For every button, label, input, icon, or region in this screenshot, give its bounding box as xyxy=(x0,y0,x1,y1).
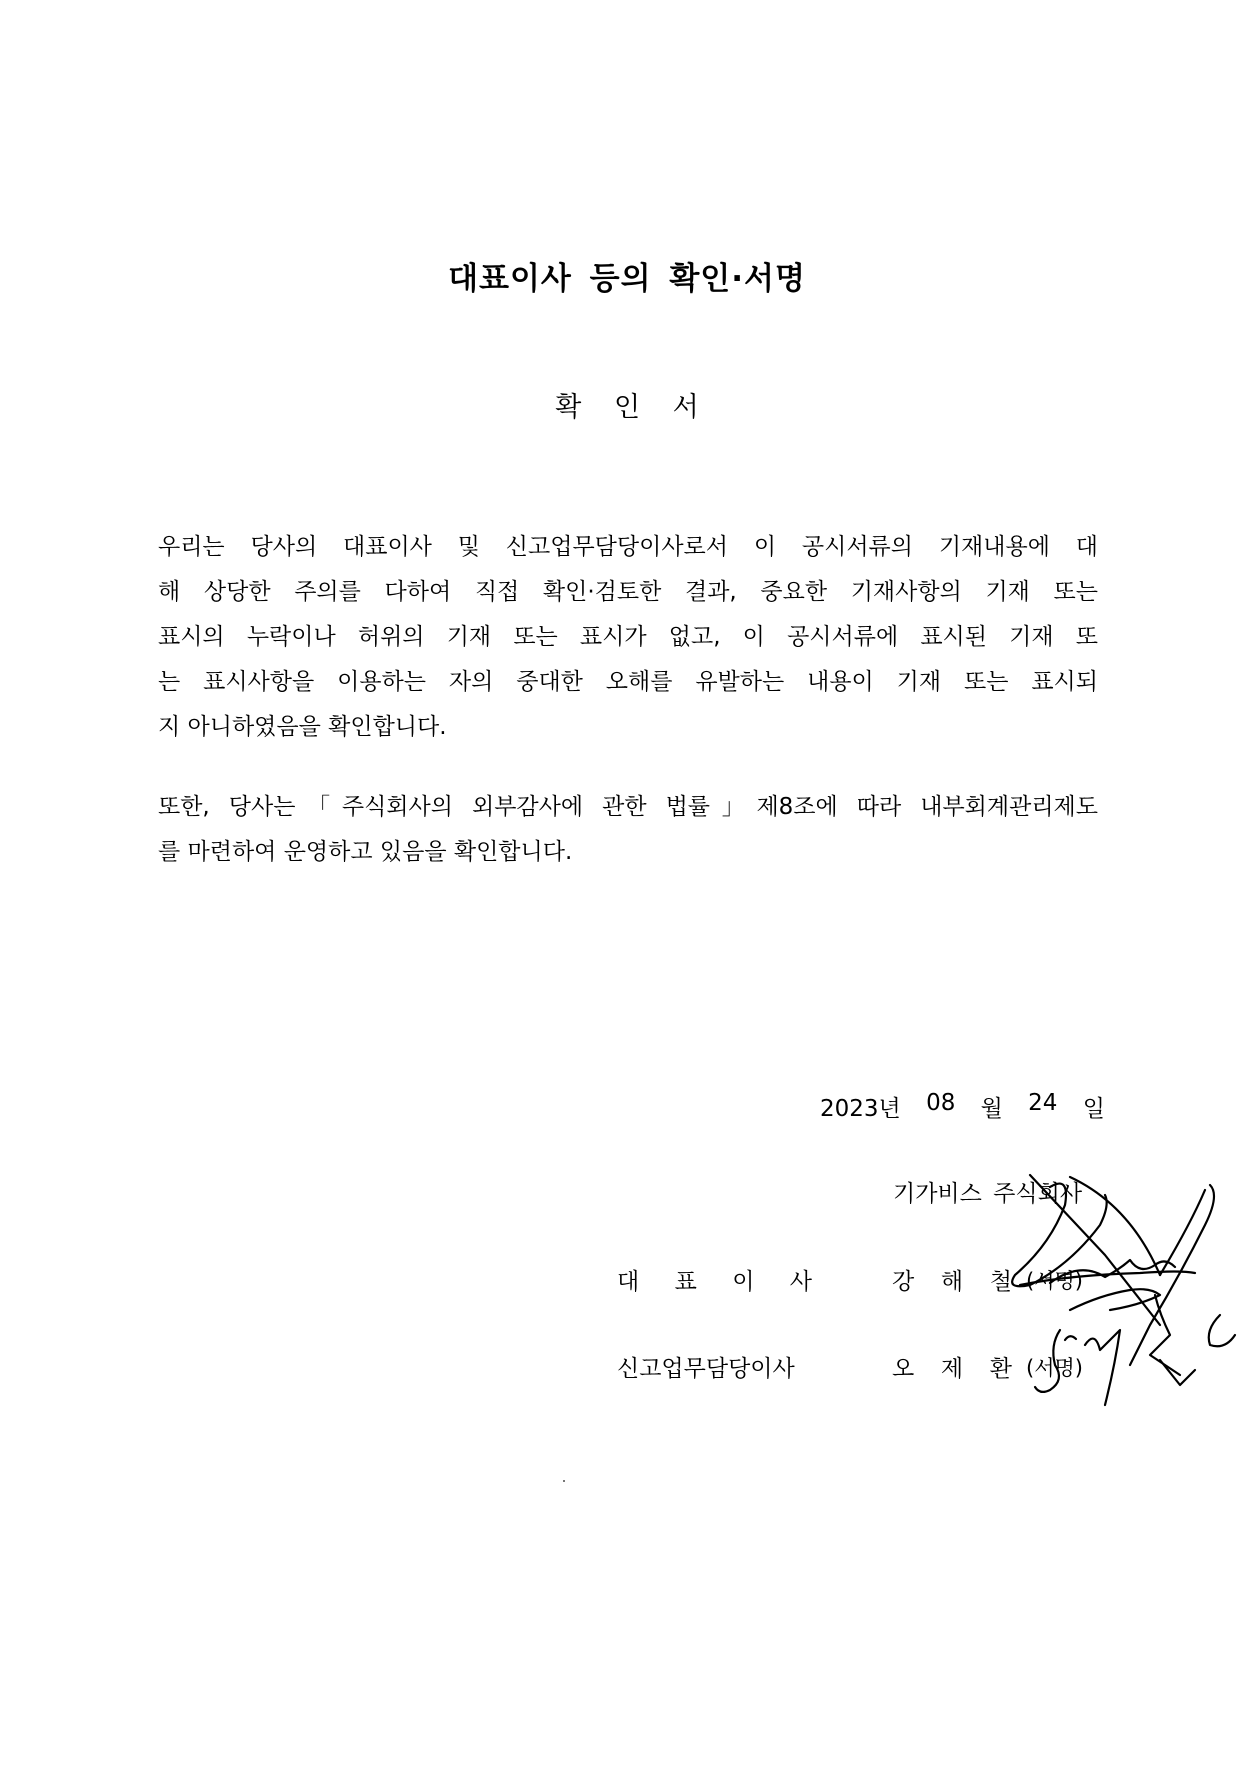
document-subtitle: 확 인 서 xyxy=(555,392,711,423)
paragraph-line: 표시의 누락이나 허위의 기재 또는 표시가 없고, 이 공시서류에 표시된 기재 또 xyxy=(158,624,1098,650)
paragraph-line: 우리는 당사의 대표이사 및 신고업무담당이사로서 이 공시서류의 기재내용에 대 xyxy=(158,534,1098,560)
role-char: 대 xyxy=(617,1269,640,1295)
name-char: 제 xyxy=(940,1356,964,1382)
name-char: 환 xyxy=(989,1356,1012,1382)
name-char: 해 xyxy=(940,1269,964,1295)
paragraph-line: 해 상당한 주의를 다하여 직접 확인·검토한 결과, 중요한 기재사항의 기재 또는 xyxy=(158,579,1098,605)
confirmation-paragraph xyxy=(158,525,1098,750)
paragraph-line: 는 표시사항을 이용하는 자의 중대한 오해를 유발하는 내용이 기재 또는 표시되 xyxy=(158,669,1098,695)
role-char: 사 xyxy=(789,1269,812,1295)
ceo-seal-label: (서명) xyxy=(1026,1268,1083,1293)
paragraph-line: 또한, 당사는「주식회사의 외부감사에 관한 법률」제8조에 따라 내부회계관리제도 xyxy=(158,794,1098,820)
ceo-role-label xyxy=(617,1263,812,1296)
reporting-officer-name xyxy=(892,1350,1012,1383)
reporting-officer-signature-row xyxy=(617,1350,1083,1383)
date-month: 08 xyxy=(926,1090,956,1116)
ceo-name xyxy=(892,1263,1012,1296)
document-title: 대표이사 등의 확인·서명 xyxy=(448,261,806,297)
reporting-officer-seal-label: (서명) xyxy=(1026,1355,1083,1380)
scan-speck xyxy=(563,1480,565,1482)
ceo-signature-row xyxy=(617,1263,1083,1296)
date-day-unit: 일 xyxy=(1082,1096,1105,1122)
internal-control-paragraph xyxy=(158,785,1098,875)
role-char: 표 xyxy=(674,1269,697,1295)
date-month-unit: 월 xyxy=(980,1096,1003,1122)
paragraph-line: 지 아니하였음을 확인합니다. xyxy=(158,714,447,740)
date-day: 24 xyxy=(1028,1090,1058,1116)
name-char: 강 xyxy=(892,1269,915,1295)
signing-date xyxy=(820,1090,1105,1123)
paragraph-line: 를 마련하여 운영하고 있음을 확인합니다. xyxy=(158,839,573,865)
name-char: 철 xyxy=(989,1269,1012,1295)
role-char: 이 xyxy=(732,1269,755,1295)
name-char: 오 xyxy=(892,1356,915,1382)
reporting-officer-role-label: 신고업무담당이사 xyxy=(617,1356,795,1382)
company-name: 기가비스 주식회사 xyxy=(893,1181,1083,1207)
date-year: 2023년 xyxy=(820,1096,901,1122)
